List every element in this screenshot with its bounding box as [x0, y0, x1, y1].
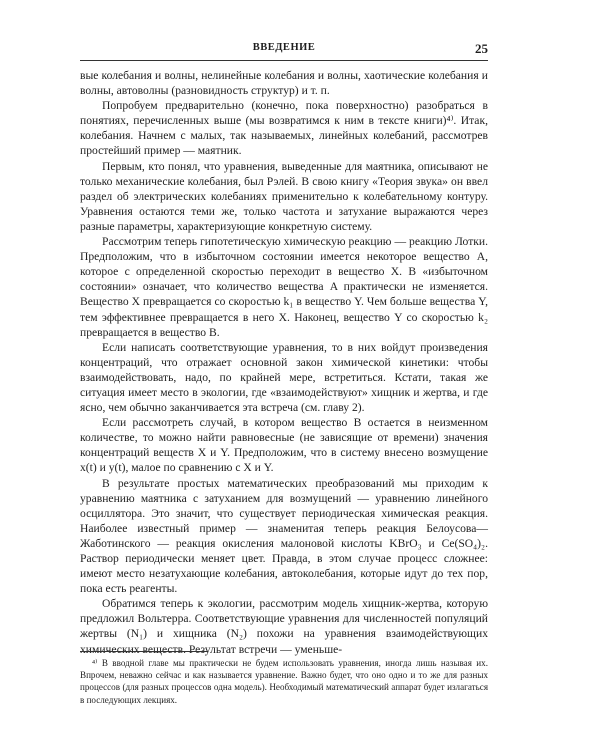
- paragraph: Первым, кто понял, что уравнения, выведенные для маятника, описывают не только механические колебания, был Рэлей. В свою книгу «Теория звука» он ввел раздел об электрических колебаниях применительно к колебательному контуру. Уравнения остаются теми же, только частота и затухание выражаются через разные параметры, характеризующие конкретную систему.: [80, 159, 488, 233]
- running-header-title: ВВЕДЕНИЕ: [252, 42, 316, 53]
- body-text: [80, 68, 488, 657]
- footnote: ⁴⁾ В вводной главе мы практически не будем использовать уравнения, иногда лишь называя их. Впрочем, неважно сейчас и как называется уравнение. Важно будет, что оно одно и то же для разных процессов (для разных процессов одна модель). Необходимый математический аппарат будет излагаться в последующих лекциях.: [80, 658, 488, 705]
- footnote-rule: [80, 651, 208, 652]
- paragraph: вые колебания и волны, нелинейные колебания и волны, хаотические колебания и волны, автоволны (разновидность структур) и т. п.: [80, 69, 488, 98]
- paragraph: Попробуем предварительно (конечно, пока поверхностно) разобраться в понятиях, перечисленных выше (мы возвратимся к ним в тексте книги)⁴⁾. Итак, колебания. Начнем с малых, так называемых, линейных колебаний, рассмотрев простейший пример — маятник.: [80, 99, 488, 158]
- running-header: [80, 42, 488, 60]
- paragraph: Если рассмотреть случай, в котором вещество B остается в неизменном количестве, то можно найти равновесные (не зависящие от времени) значения концентраций веществ X и Y. Предположим, что в систему внесено возмущение x(t) и y(t), малое по сравнению с X и Y.: [80, 416, 488, 475]
- paragraph: Рассмотрим теперь гипотетическую химическую реакцию — реакцию Лотки. Предположим, что в избыточном состоянии имеется некоторое вещество A, которое с определенной скоростью переходит в вещество X. В «избыточном состоянии» означает, что количество вещества A практически не изменяется. Вещество X превращается со скоростью k₁ в вещество Y. Чем больше вещества Y, тем эффективнее превращается в него X. Наконец, вещество Y со скоростью k₂ превращается в вещество B.: [80, 235, 488, 339]
- paragraph: Если написать соответствующие уравнения, то в них войдут произведения концентраций, что отражает основной закон химической кинетики: чтобы взаимодействовать, надо, по крайней мере, встретиться. Кстати, такая же ситуация имеет место в экологии, где «взаимодействуют» хищник и жертва, и где ясно, чем обычно заканчивается эта встреча (см. главу 2).: [80, 340, 488, 415]
- header-rule: [80, 60, 488, 61]
- page-number: 25: [475, 41, 488, 56]
- paragraph: Обратимся теперь к экологии, рассмотрим модель хищник-жертва, которую предложил Вольтерра. Соответствующие уравнения для численностей популяций жертвы (N₁) и хищника (N₂) похожи на уравнения взаимодействующих химических веществ. Результат встречи — уменьше-: [80, 597, 488, 656]
- paragraph: В результате простых математических преобразований мы приходим к уравнению маятника с затуханием для возмущений — уравнению линейного осциллятора. Это значит, что существует периодическая химическая реакция. Наиболее известный пример — знаменитая теперь реакция Белоусова—Жаботинского — реакция окисления малоновой кислоты KBrO₃ и Ce(SO₄)₂. Раствор периодически меняет цвет. Правда, в этом случае процесс сложнее: имеют место незатухающие колебания, автоколебания, которые идут до тех пор, пока есть реагенты.: [80, 476, 488, 596]
